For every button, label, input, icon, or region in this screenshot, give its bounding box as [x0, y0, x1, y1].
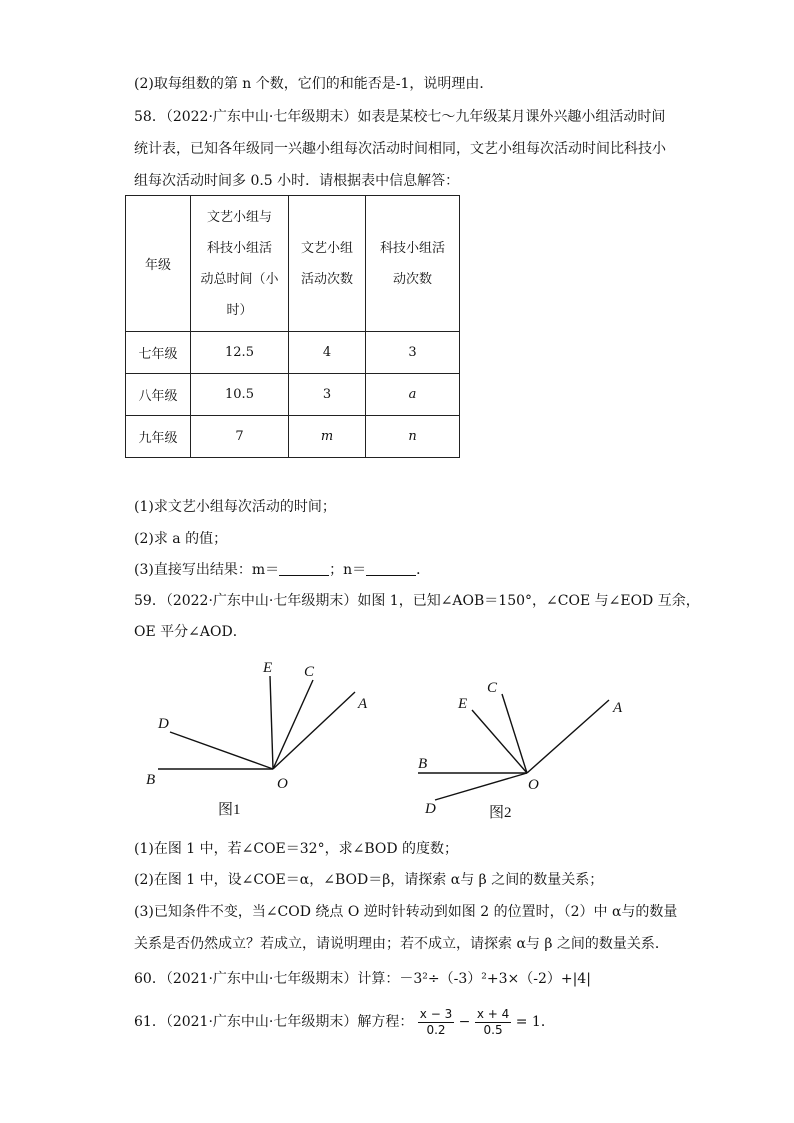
- table-row: [126, 374, 460, 416]
- q58-part3-a: (3)直接写出结果：m＝: [134, 562, 280, 578]
- q58-part3: [134, 560, 430, 580]
- cell-art: m: [289, 416, 366, 458]
- q59-stem-line1: 59．（2022·广东中山·七年级期末）如图 1，已知∠AOB＝150°，∠COE 与∠EOD 互余，: [134, 593, 700, 609]
- ray-od: [170, 732, 273, 769]
- header-total-line1: 文艺小组与: [206, 209, 272, 225]
- q61: [134, 1005, 555, 1039]
- label-c: C: [487, 680, 498, 696]
- cell-grade: 七年级: [126, 332, 191, 374]
- ray-oe: [472, 710, 527, 773]
- header-total: [191, 196, 289, 332]
- header-total-line3: 动总时间（小: [200, 271, 279, 287]
- fraction-1-denominator: 0.2: [426, 1022, 446, 1037]
- label-a: A: [358, 696, 368, 712]
- q58-stem-line3: 组每次活动时间多 0.5 小时．请根据表中信息解答：: [134, 173, 460, 189]
- q58-stem-line1: 58．（2022·广东中山·七年级期末）如表是某校七～九年级某月课外兴趣小组活动时间: [134, 109, 666, 125]
- q60-text: 60．（2021·广东中山·七年级期末）计算：－3²÷（-3）²+3×（-2）+|4|: [134, 971, 591, 987]
- cell-grade: 九年级: [126, 416, 191, 458]
- header-total-line4: 时）: [226, 302, 253, 318]
- label-e: E: [263, 660, 273, 676]
- minus-sign: −: [458, 1014, 471, 1030]
- table-row: [126, 416, 460, 458]
- header-grade: 年级: [126, 196, 191, 332]
- table-header-row: [126, 196, 460, 332]
- q59-part1: (1)在图 1 中，若∠COE＝32°，求∠BOD 的度数；: [134, 841, 459, 857]
- label-d: D: [425, 801, 436, 817]
- activity-table: [125, 195, 460, 458]
- q59-part3-line2: 关系是否仍然成立？若成立，请说明理由；若不成立，请探索 α与 β 之间的数量关系．: [134, 936, 669, 952]
- ray-od: [435, 773, 527, 800]
- figure-2: [405, 670, 640, 830]
- q58-part3-c: ．: [416, 562, 431, 578]
- q58-stem-line2: 统计表，已知各年级同一兴趣小组每次活动时间相同，文艺小组每次活动时间比科技小: [134, 141, 666, 157]
- label-o: O: [528, 777, 539, 793]
- label-o: O: [277, 776, 288, 792]
- header-tech: [366, 196, 460, 332]
- answer-blank-n[interactable]: [366, 561, 416, 576]
- fraction-1: [418, 1007, 454, 1038]
- label-a: A: [613, 700, 623, 716]
- cell-tech: a: [366, 374, 460, 416]
- answer-blank-m[interactable]: [279, 561, 329, 576]
- ray-oc: [502, 694, 527, 773]
- fraction-2-denominator: 0.5: [483, 1022, 503, 1037]
- cell-art: 3: [289, 374, 366, 416]
- ray-oe: [270, 676, 273, 769]
- ray-oa: [527, 700, 609, 773]
- label-e: E: [458, 696, 468, 712]
- fraction-2: [475, 1007, 511, 1038]
- label-b: B: [418, 756, 428, 772]
- cell-art: 4: [289, 332, 366, 374]
- cell-total: 12.5: [191, 332, 289, 374]
- fraction-1-numerator: x − 3: [419, 1006, 453, 1021]
- ray-oc: [273, 680, 313, 769]
- cell-grade: 八年级: [126, 374, 191, 416]
- label-b: B: [146, 772, 156, 788]
- q61-rhs: = 1．: [515, 1014, 555, 1030]
- q58-part3-b: ；n＝: [329, 562, 367, 578]
- q57-part2: (2)取每组数的第 n 个数，它们的和能否是-1，说明理由．: [134, 76, 494, 92]
- q59-part3-line1: (3)已知条件不变，当∠COD 绕点 O 逆时针转动到如图 2 的位置时，（2）中 α与的数量: [134, 904, 678, 920]
- figure-2-caption: 图2: [489, 805, 512, 821]
- q59-stem-line2: OE 平分∠AOD．: [134, 624, 247, 640]
- label-c: C: [304, 664, 315, 680]
- label-d: D: [158, 716, 169, 732]
- figure-1: [140, 650, 390, 825]
- header-art-line2: 活动次数: [300, 271, 353, 287]
- header-tech-line1: 科技小组活: [379, 240, 445, 256]
- table-row: [126, 332, 460, 374]
- fraction-2-numerator: x + 4: [476, 1006, 510, 1021]
- figure-1-caption: 图1: [218, 802, 241, 818]
- q61-prefix: 61．（2021·广东中山·七年级期末）解方程：: [134, 1014, 414, 1030]
- ray-oa: [273, 692, 355, 769]
- header-total-line2: 科技小组活: [206, 240, 272, 256]
- cell-total: 7: [191, 416, 289, 458]
- cell-tech: n: [366, 416, 460, 458]
- q59-part2: (2)在图 1 中，设∠COE＝α，∠BOD＝β，请探索 α与 β 之间的数量关系；: [134, 872, 604, 888]
- header-tech-line2: 动次数: [392, 271, 432, 287]
- q58-part1: (1)求文艺小组每次活动的时间；: [134, 499, 336, 515]
- header-art: [289, 196, 366, 332]
- cell-tech: 3: [366, 332, 460, 374]
- cell-total: 10.5: [191, 374, 289, 416]
- q58-part2: (2)求 a 的值；: [134, 531, 228, 547]
- header-art-line1: 文艺小组: [300, 240, 353, 256]
